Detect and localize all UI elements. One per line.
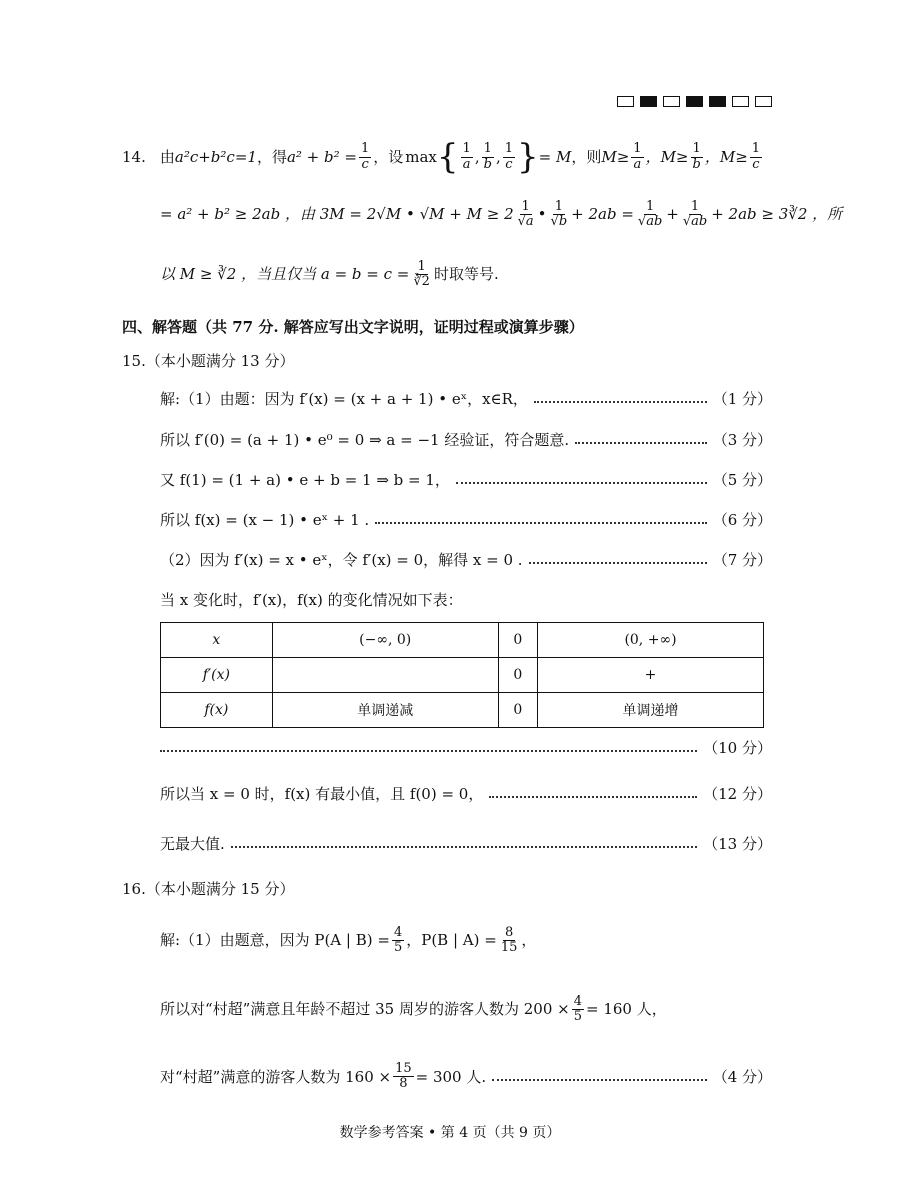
denominator: 5	[393, 940, 403, 956]
equation: 以 M ≥ ∛2 ，当且仅当 a = b = c =	[160, 265, 410, 284]
fraction	[359, 142, 371, 172]
dot: •	[537, 205, 547, 224]
equation: ，M≥	[704, 147, 748, 166]
step-text: 所以当 x = 0 时，f(x) 有最小值，且 f(0) = 0，	[160, 785, 484, 803]
leader-dots	[489, 796, 697, 798]
denominator: √b	[550, 214, 568, 230]
fraction	[572, 995, 584, 1025]
text: 解:（1）由题意，因为 P(A | B) =	[160, 931, 390, 950]
q16-line-3	[160, 1062, 772, 1092]
table-cell: 0	[498, 623, 537, 658]
fraction	[461, 142, 473, 172]
equation: + 2ab ≥ 3∛2 ，所	[711, 205, 843, 224]
leader-dots	[160, 750, 697, 752]
numerator: 1	[690, 199, 700, 214]
numerator: 1	[462, 141, 471, 157]
numerator: 1	[504, 141, 513, 157]
fraction	[411, 260, 432, 290]
denominator: 5	[573, 1009, 582, 1025]
table-cell	[272, 658, 498, 693]
q15-step-2	[160, 429, 772, 450]
table-cell: 单调递减	[272, 693, 498, 728]
table-cell: (0, +∞)	[538, 623, 764, 658]
leader-dots	[534, 401, 707, 403]
q15-step-6: 当 x 变化时，f′(x)，f(x) 的变化情况如下表：	[160, 591, 463, 609]
q14-line-2	[160, 200, 842, 230]
equation: = a² + b² ≥ 2ab ，由 3M = 2√M • √M + M ≥ 2	[160, 205, 514, 224]
q15-step-1	[160, 388, 772, 409]
denominator: a	[633, 156, 642, 172]
fraction	[549, 200, 570, 230]
brace: {	[436, 137, 459, 177]
denominator: √ab	[682, 214, 708, 230]
leader-dots	[456, 482, 707, 484]
score: （6 分）	[712, 511, 772, 529]
q15-heading: 15.（本小题满分 13 分）	[122, 352, 295, 370]
q14-line-3	[160, 260, 499, 290]
page-footer: 数学参考答案 • 第 4 页（共 9 页）	[339, 1125, 561, 1141]
denominator: √ab	[637, 214, 663, 230]
step-text: 解:（1）由题：因为 f′(x) = (x + a + 1) • eˣ，x∈R，	[160, 390, 528, 408]
denominator: c	[361, 156, 369, 172]
text: 对“村超”满意的游客人数为 160 ×	[160, 1068, 392, 1087]
table-cell: 0	[498, 693, 537, 728]
numerator: 1	[554, 199, 563, 214]
numerator: 1	[633, 141, 642, 157]
variation-table	[160, 622, 764, 728]
step-text: 所以 f(x) = (x − 1) • eˣ + 1 .	[160, 511, 370, 529]
denominator: c	[505, 156, 513, 172]
fraction	[499, 926, 520, 956]
table-cell: f(x)	[161, 693, 273, 728]
fraction	[636, 200, 664, 230]
fraction	[631, 142, 643, 172]
denominator: b	[692, 156, 701, 172]
score: （3 分）	[712, 431, 772, 449]
score: （7 分）	[712, 551, 772, 569]
equation: a²c+b²c=1	[174, 147, 257, 166]
fraction	[691, 142, 703, 172]
q14-line-1: 14. 由 a²c+b²c=1 ，得 a² + b² = $\frac{1}{c}$ ，设 max { $\frac{1}{a}$ , $\frac{1}{b}$ , $\frac{1}{c}$ } = M ，则 M≥ $\frac{1}{a}$ ，M≥ $\frac{1}{b}$ ，M≥ $\frac{1}{c}$	[122, 137, 761, 177]
leader-dots	[575, 442, 707, 444]
page-marker-squares	[617, 96, 772, 107]
fraction	[503, 142, 515, 172]
equation: + 2ab =	[571, 205, 634, 224]
leader-dots	[231, 846, 697, 848]
numerator: 4	[393, 925, 403, 940]
score: （1 分）	[712, 390, 772, 408]
text: = 300 人.	[415, 1068, 487, 1087]
leader-dots	[529, 562, 707, 564]
score: （10 分）	[703, 739, 772, 757]
brace: }	[517, 137, 539, 177]
table-cell: f′(x)	[161, 658, 273, 693]
denominator: ∛2	[413, 274, 430, 290]
text: = 160 人，	[585, 1000, 667, 1019]
step-text: 又 f(1) = (1 + a) • e + b = 1 ⇒ b = 1，	[160, 471, 450, 489]
equation: a² + b² =	[286, 147, 357, 166]
leader-dots	[375, 522, 706, 524]
q15-step-7	[160, 737, 772, 758]
text: ，则	[571, 147, 602, 166]
step-text: （2）因为 f′(x) = x • eˣ，令 f′(x) = 0，解得 x = 0 .	[160, 551, 523, 569]
table-cell: (−∞, 0)	[272, 623, 498, 658]
numerator: 15	[395, 1061, 412, 1076]
leader-dots	[492, 1079, 707, 1081]
denominator: √a	[517, 214, 534, 230]
text: 由	[159, 147, 175, 166]
score: （5 分）	[712, 471, 772, 489]
q15-step-4	[160, 509, 772, 530]
q15-step-5	[160, 549, 772, 570]
q15-step-3	[160, 469, 772, 490]
table-row	[161, 623, 764, 658]
numerator: 1	[417, 259, 426, 274]
marker-square-empty	[663, 96, 680, 107]
numerator: 1	[692, 141, 701, 157]
q15-step-8	[160, 783, 772, 804]
plus: +	[666, 205, 679, 224]
fraction	[750, 142, 762, 172]
marker-square-filled	[709, 96, 726, 107]
equation: = M	[538, 147, 572, 166]
denominator: 15	[500, 940, 518, 956]
table-cell: x	[161, 623, 273, 658]
numerator: 1	[483, 141, 492, 157]
score: （4 分）	[712, 1068, 772, 1087]
denominator: 8	[399, 1076, 408, 1092]
table-cell: 0	[498, 658, 537, 693]
denominator: b	[483, 156, 492, 172]
numerator: 1	[645, 199, 655, 214]
fraction	[681, 200, 709, 230]
text: 时取等号.	[433, 265, 499, 284]
equation: M≥	[601, 147, 630, 166]
text: ，设	[373, 147, 404, 166]
numerator: 1	[521, 199, 530, 214]
table-row	[161, 693, 764, 728]
q16-line-1	[160, 926, 536, 956]
text: max	[405, 147, 437, 166]
q16-heading: 16.（本小题满分 15 分）	[122, 880, 295, 898]
marker-square-empty	[732, 96, 749, 107]
table-row	[161, 658, 764, 693]
text: ，P(B | A) =	[406, 931, 497, 950]
q16-line-2	[160, 995, 667, 1025]
table-cell: +	[538, 658, 764, 693]
numerator: 1	[751, 141, 761, 157]
step-text: 无最大值.	[160, 835, 225, 853]
fraction	[392, 926, 404, 956]
numerator: 4	[573, 994, 582, 1009]
denominator: a	[462, 156, 471, 172]
numerator: 1	[360, 141, 370, 157]
q15-step-9	[160, 833, 772, 854]
fraction	[393, 1062, 414, 1092]
text: ，	[521, 931, 537, 950]
fraction	[482, 142, 494, 172]
marker-square-empty	[755, 96, 772, 107]
text: ，得	[256, 147, 287, 166]
marker-square-filled	[686, 96, 703, 107]
text: 所以对“村超”满意且年龄不超过 35 周岁的游客人数为 200 ×	[160, 1000, 570, 1019]
denominator: c	[752, 156, 760, 172]
marker-square-filled	[640, 96, 657, 107]
fraction	[516, 200, 536, 230]
numerator: 8	[504, 925, 514, 940]
score: （12 分）	[703, 785, 772, 803]
equation: ，M≥	[645, 147, 689, 166]
score: （13 分）	[703, 835, 772, 853]
step-text: 所以 f′(0) = (a + 1) • e⁰ = 0 ⇒ a = −1 经验证，符合题意.	[160, 431, 570, 449]
table-cell: 单调递增	[538, 693, 764, 728]
section-heading: 四、解答题（共 77 分. 解答应写出文字说明，证明过程或演算步骤）	[122, 318, 584, 336]
q14-number: 14.	[122, 147, 146, 166]
marker-square-empty	[617, 96, 634, 107]
